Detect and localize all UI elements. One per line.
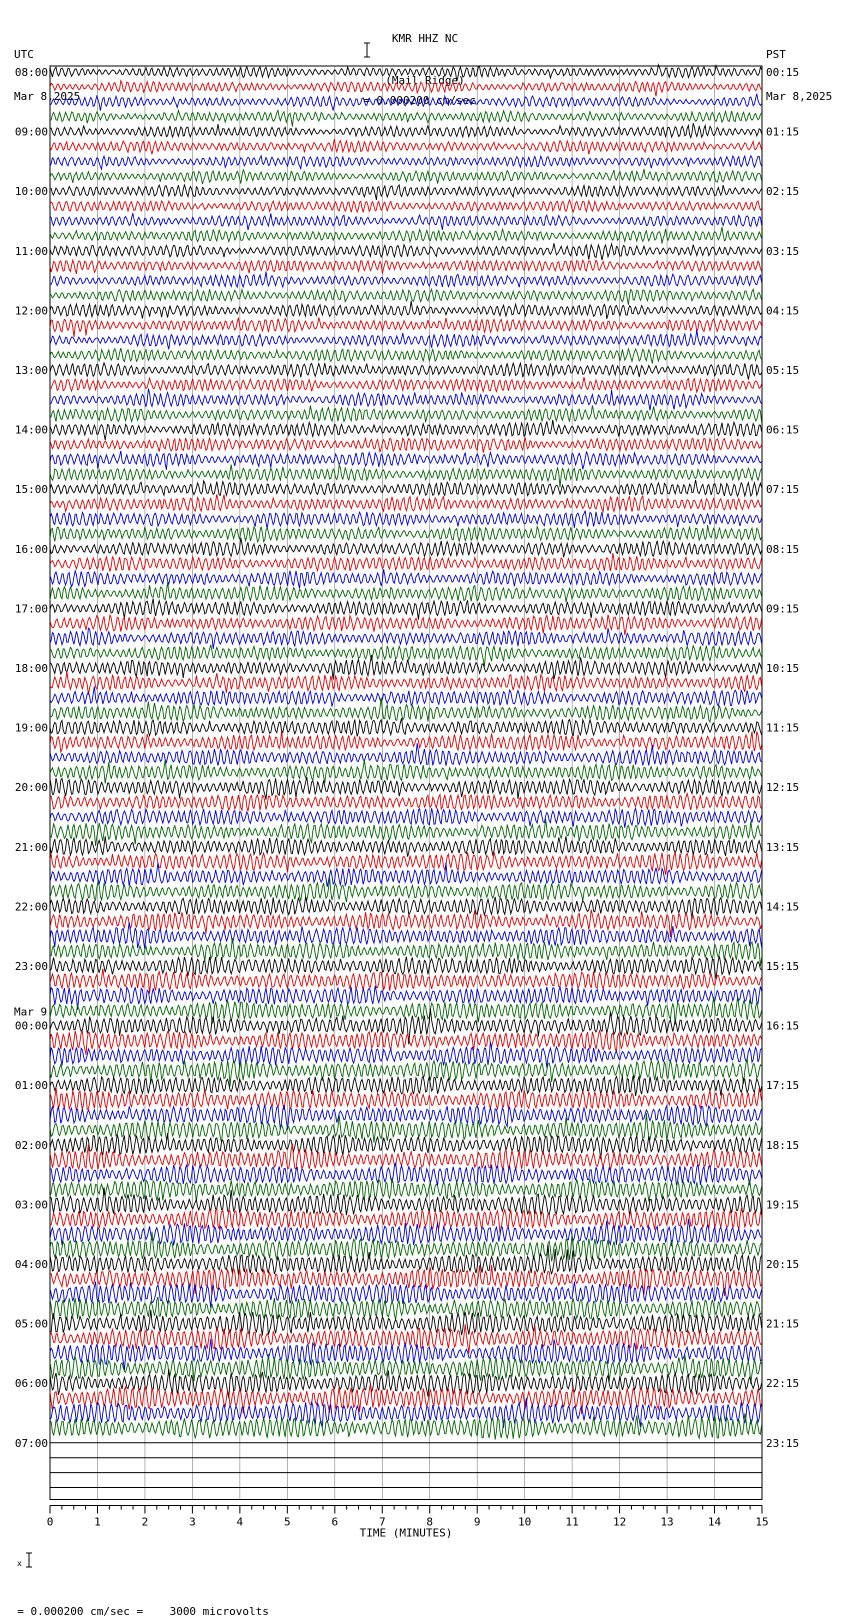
right-hour-label: 15:15 xyxy=(766,960,800,973)
trace-line xyxy=(50,289,762,305)
left-hour-label: 22:00 xyxy=(14,900,48,914)
x-tick-label: 3 xyxy=(189,1515,196,1529)
right-hour-label: 03:15 xyxy=(766,244,800,258)
right-hour-label: 18:15 xyxy=(766,1138,800,1152)
left-hour-label: 00:00 xyxy=(14,1019,48,1033)
left-hour-label: 15:00 xyxy=(14,483,48,497)
trace-line xyxy=(50,687,762,707)
scale-text: = 0.000200 cm/sec xyxy=(363,94,476,107)
trace-line xyxy=(50,862,762,886)
right-hour-label: 22:15 xyxy=(766,1377,800,1391)
right-timezone: PST xyxy=(766,48,786,61)
station-title: KMR HHZ NC xyxy=(391,32,459,45)
trace-line xyxy=(50,363,762,380)
trace-line xyxy=(50,897,762,920)
left-hour-label: 08:00 xyxy=(14,66,48,79)
left-hour-label: 01:00 xyxy=(14,1079,48,1093)
trace-line xyxy=(50,480,762,496)
trace-line xyxy=(50,110,762,126)
svg-text:x: x xyxy=(17,1559,23,1568)
trace-line xyxy=(50,81,762,97)
trace-line xyxy=(50,451,762,470)
right-hour-label: 09:15 xyxy=(766,602,800,616)
station-location: (Mail Ridge) xyxy=(385,74,465,87)
trace-line xyxy=(50,718,762,736)
x-axis-title: TIME (MINUTES) xyxy=(359,1526,453,1540)
right-hour-label: 10:15 xyxy=(766,662,800,675)
trace-line xyxy=(50,243,762,260)
right-hour-label: 11:15 xyxy=(766,721,800,735)
trace-line xyxy=(50,1178,762,1202)
trace-line xyxy=(50,1087,762,1110)
trace-line xyxy=(50,1163,762,1186)
left-date: Mar 8,2025 xyxy=(14,90,81,103)
trace-line xyxy=(50,569,762,588)
left-hour-label: 13:00 xyxy=(14,364,48,377)
trace-line xyxy=(50,1105,762,1130)
left-hour-label: 18:00 xyxy=(14,662,48,675)
x-tick-label: 4 xyxy=(236,1515,244,1529)
trace-line xyxy=(50,437,762,452)
trace-line xyxy=(50,169,762,184)
trace-line xyxy=(50,1413,762,1439)
right-hour-label: 12:15 xyxy=(766,781,800,795)
trace-line xyxy=(50,405,762,422)
trace-line xyxy=(50,348,762,363)
left-hour-label: 19:00 xyxy=(14,721,48,735)
x-tick-label: 7 xyxy=(378,1515,386,1529)
left-hour-label: 09:00 xyxy=(14,125,48,139)
trace-line xyxy=(50,794,762,812)
left-hour-label: 10:00 xyxy=(14,185,48,199)
x-tick-label: 2 xyxy=(141,1515,149,1529)
trace-line xyxy=(50,511,762,529)
left-hour-label: 16:00 xyxy=(14,542,48,556)
left-hour-label: 11:00 xyxy=(14,244,48,258)
trace-line xyxy=(50,200,762,212)
left-timezone: UTC xyxy=(14,48,34,61)
footer-scale-text: = 0.000200 cm/sec = 3000 microvolts xyxy=(17,1605,269,1618)
trace-line xyxy=(50,227,762,244)
left-hour-label: 05:00 xyxy=(14,1317,48,1331)
right-hour-label: 14:15 xyxy=(766,900,800,914)
trace-line xyxy=(50,655,762,680)
trace-line xyxy=(50,301,762,319)
trace-line xyxy=(50,553,762,572)
trace-line xyxy=(50,123,762,138)
x-tick-label: 6 xyxy=(331,1515,339,1529)
left-hour-label: 23:00 xyxy=(14,960,48,973)
right-hour-label: 17:15 xyxy=(766,1079,800,1093)
trace-line xyxy=(50,420,762,440)
trace-line xyxy=(50,910,762,937)
x-tick-label: 1 xyxy=(94,1515,101,1529)
trace-line xyxy=(50,1265,762,1296)
right-hour-label: 02:15 xyxy=(766,185,800,199)
right-hour-label: 04:15 xyxy=(766,304,800,318)
trace-line xyxy=(50,465,762,488)
x-tick-label: 15 xyxy=(755,1515,769,1529)
x-tick-label: 12 xyxy=(612,1515,627,1529)
x-tick-label: 0 xyxy=(46,1515,54,1529)
x-tick-label: 8 xyxy=(426,1515,434,1529)
x-tick-label: 9 xyxy=(473,1515,481,1529)
left-hour-label: 12:00 xyxy=(14,304,48,318)
trace-line xyxy=(50,1245,762,1275)
x-tick-label: 11 xyxy=(565,1515,579,1529)
right-hour-label: 20:15 xyxy=(766,1258,800,1271)
trace-line xyxy=(50,260,762,274)
trace-line xyxy=(50,583,762,602)
right-hour-label: 13:15 xyxy=(766,840,800,854)
right-hour-label: 05:15 xyxy=(766,364,800,377)
left-hour-label: 03:00 xyxy=(14,1198,48,1212)
trace-line xyxy=(50,599,762,620)
right-hour-label: 08:15 xyxy=(766,542,800,556)
trace-line xyxy=(50,671,762,695)
x-tick-label: 13 xyxy=(660,1515,674,1529)
left-hour-label: 06:00 xyxy=(14,1377,48,1391)
right-hour-label: 07:15 xyxy=(766,483,800,497)
left-hour-label: 17:00 xyxy=(14,602,48,616)
trace-line xyxy=(50,628,762,649)
trace-line xyxy=(50,389,762,411)
x-tick-label: 14 xyxy=(707,1515,722,1529)
trace-line xyxy=(50,494,762,511)
date-change-label: Mar 9 xyxy=(14,1005,48,1019)
footer-scale-icon xyxy=(17,1559,35,1605)
trace-line xyxy=(50,330,762,349)
left-hour-label: 02:00 xyxy=(14,1138,48,1152)
trace-line xyxy=(50,538,762,557)
right-hour-label: 06:15 xyxy=(766,423,800,437)
trace-line xyxy=(50,156,762,169)
left-hour-label: 07:00 xyxy=(14,1436,48,1450)
right-hour-label: 01:15 xyxy=(766,125,800,139)
trace-line xyxy=(50,1133,762,1159)
right-hour-label: 00:15 xyxy=(766,66,800,79)
x-tick-label: 10 xyxy=(518,1515,532,1529)
left-hour-label: 04:00 xyxy=(14,1258,48,1271)
trace-line xyxy=(50,525,762,542)
trace-line xyxy=(50,65,762,82)
trace-line xyxy=(50,185,762,200)
left-hour-label: 20:00 xyxy=(14,781,48,795)
left-hour-label: 21:00 xyxy=(14,840,48,854)
trace-line xyxy=(50,318,762,337)
trace-line xyxy=(50,213,762,230)
footer-scale xyxy=(4,1549,269,1619)
trace-line xyxy=(50,272,762,288)
trace-line xyxy=(50,94,762,111)
trace-line xyxy=(50,922,762,949)
right-hour-label: 19:15 xyxy=(766,1198,800,1212)
right-hour-label: 16:15 xyxy=(766,1019,800,1033)
trace-line xyxy=(50,615,762,635)
trace-line xyxy=(50,377,762,392)
x-tick-label: 5 xyxy=(284,1515,291,1529)
trace-line xyxy=(50,969,762,994)
right-hour-label: 23:15 xyxy=(766,1436,800,1450)
left-hour-label: 14:00 xyxy=(14,423,48,437)
trace-line xyxy=(50,808,762,828)
trace-line xyxy=(50,139,762,154)
right-date: Mar 8,2025 xyxy=(766,90,833,103)
right-hour-label: 21:15 xyxy=(766,1317,800,1331)
